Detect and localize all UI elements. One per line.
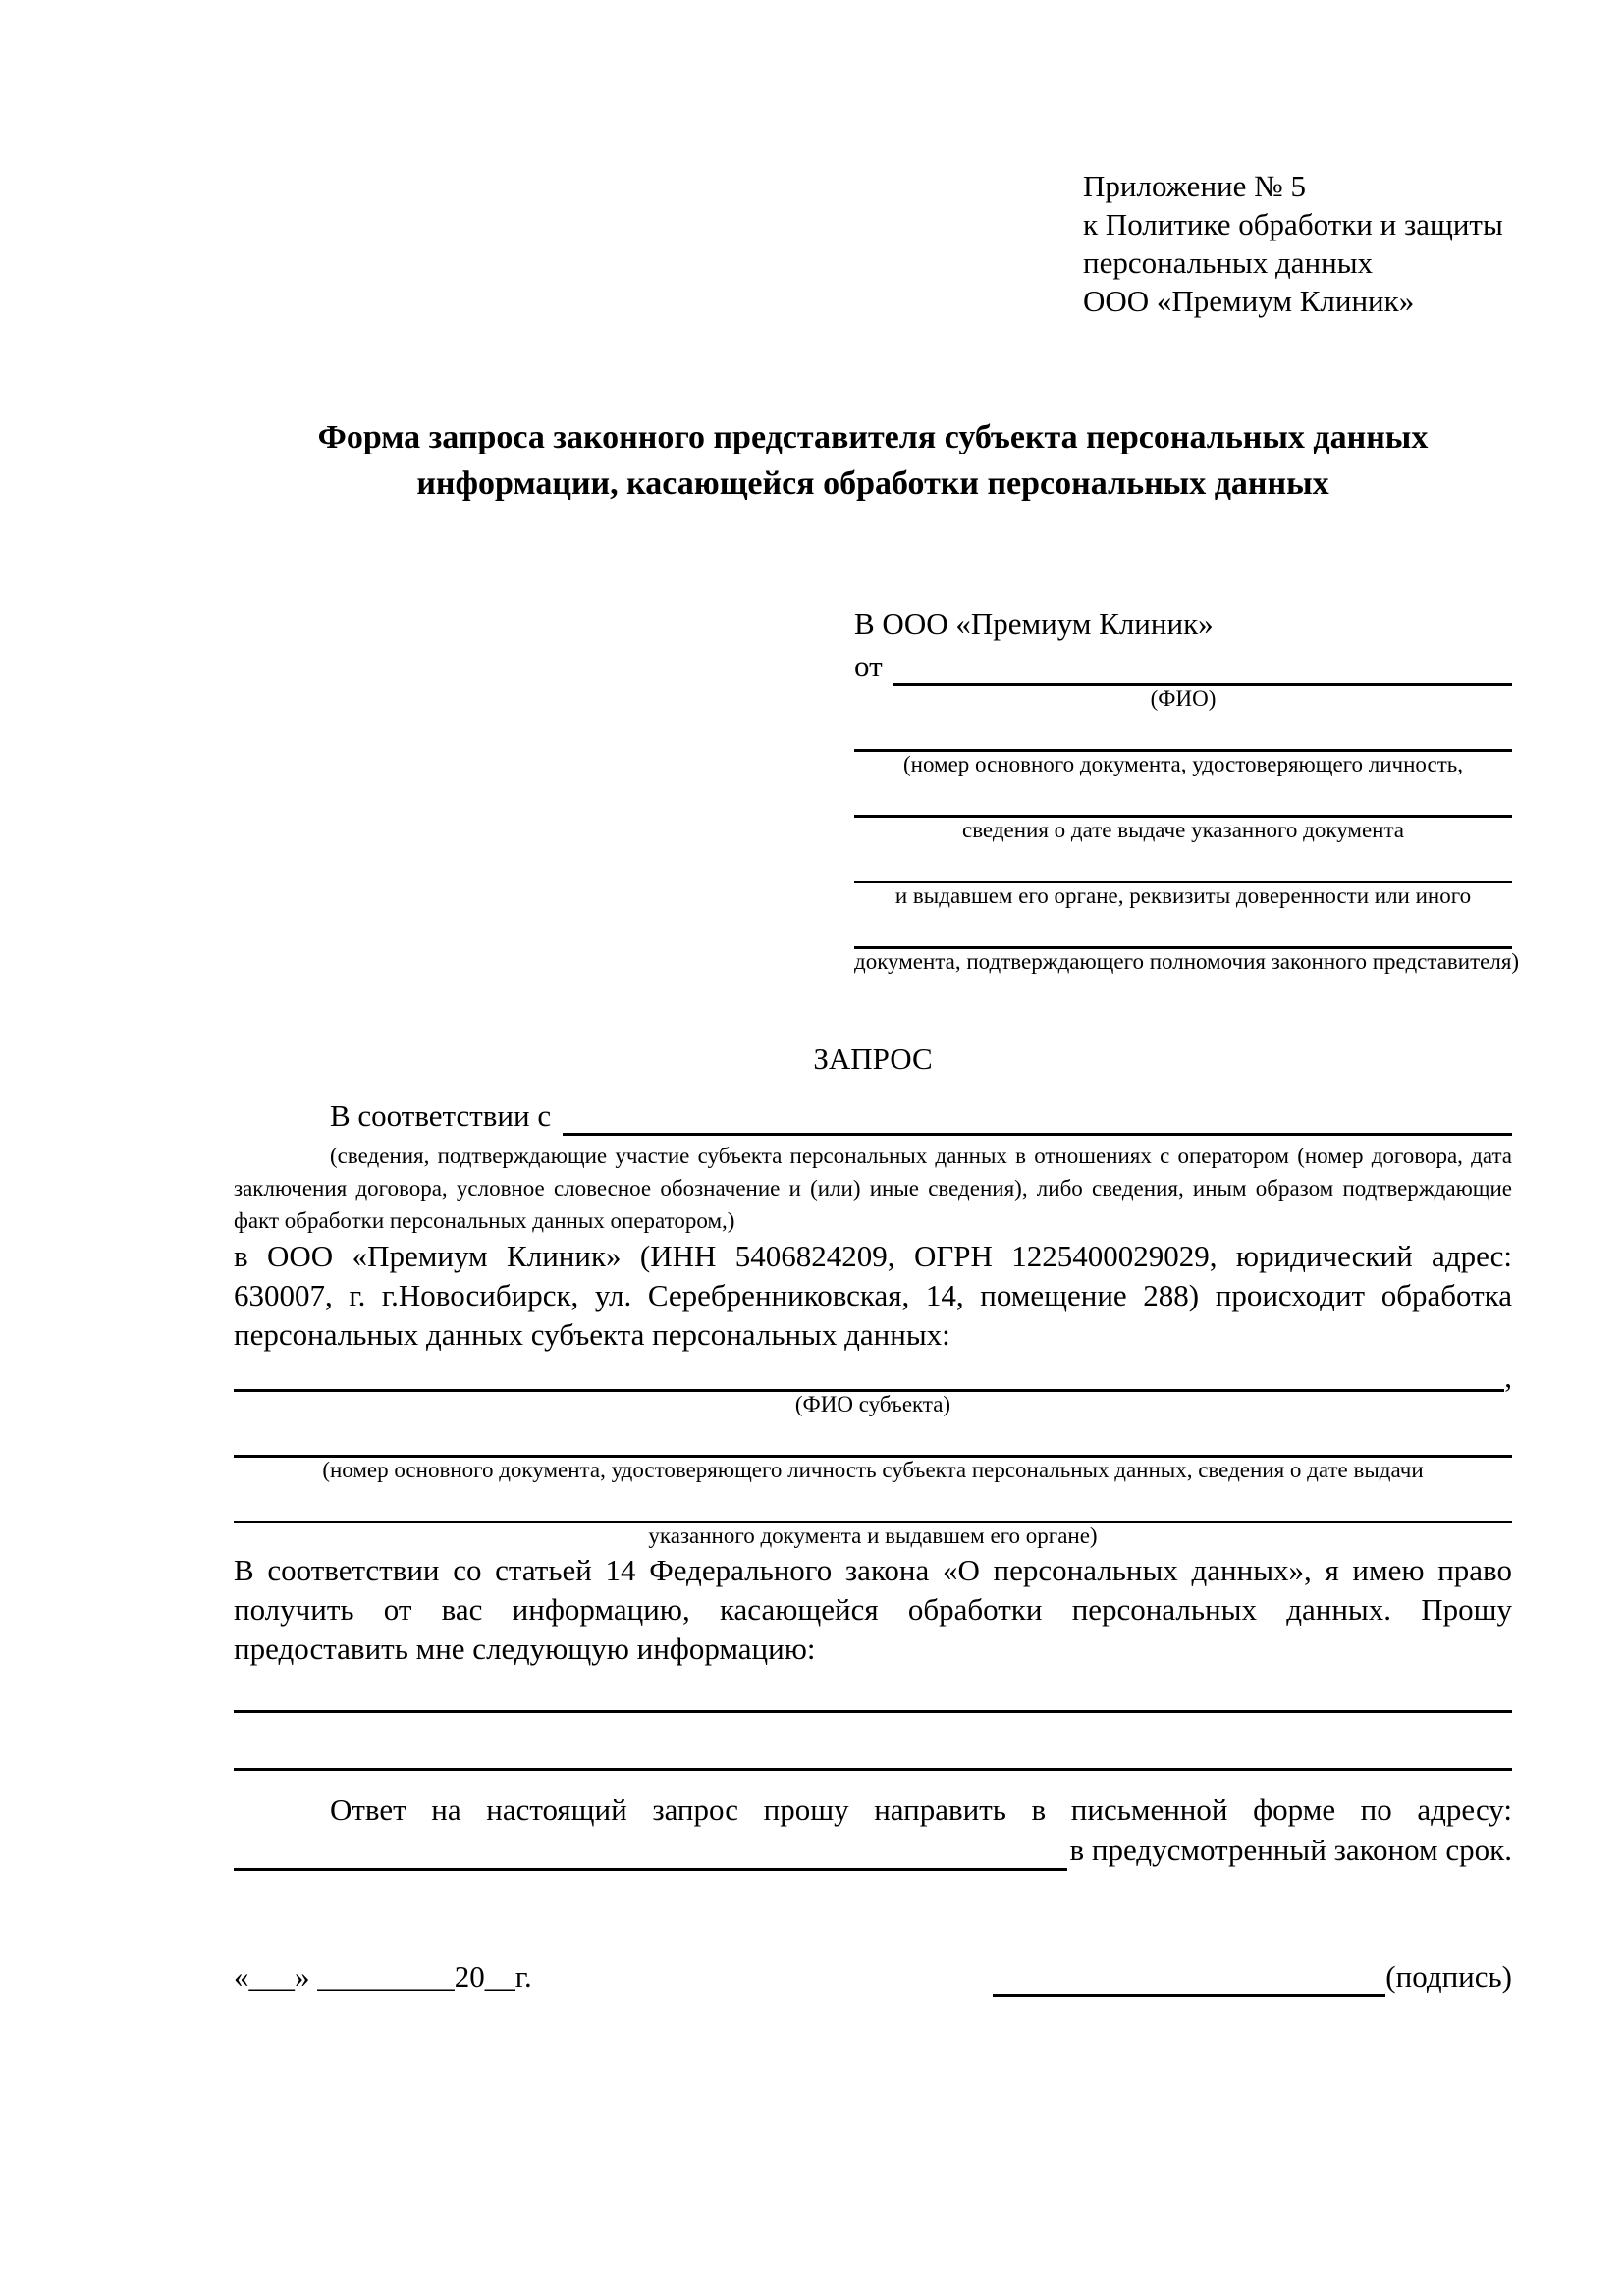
footer-row	[234, 1957, 1512, 1997]
fio-caption: (ФИО)	[1150, 686, 1217, 711]
signature-caption: (подпись)	[1385, 1959, 1512, 1994]
addressee-block	[854, 605, 1520, 975]
reply-tail-text: в предусмотренный законом срок.	[1069, 1833, 1512, 1867]
from-label: от	[854, 649, 883, 683]
subject-doc-caption: (номер основного документа, удостоверяющего личность субъекта персональных данных, сведения о дате выдачи	[322, 1458, 1424, 1482]
subject-fio-caption: (ФИО субъекта)	[794, 1392, 951, 1416]
annex-line: ООО «Премиум Клиник»	[1083, 284, 1415, 318]
intro-row	[234, 1093, 1512, 1136]
reply-address-line	[234, 1839, 1067, 1871]
from-row	[854, 644, 1512, 686]
annex-line: к Политике обработки и защиты	[1083, 207, 1503, 241]
subject-fio-line	[234, 1369, 1504, 1392]
blank-answer-line	[234, 1669, 1512, 1713]
intro-caption: (сведения, подтверждающие участие субъекта персональных данных в отношениях с оператором (номер договора, дата заключения договора, условное словесное обозначение и (или) иные сведения), либо сведения, иным образом подтверждающие факт обработки персональных данных оператором,)	[234, 1144, 1512, 1233]
from-field-line	[893, 646, 1512, 686]
field-caption: (номер основного документа, удостоверяющего личность,	[902, 752, 1463, 776]
field-caption: сведения о дате выдаче указанного документа	[961, 818, 1405, 842]
reply-paragraph: Ответ на настоящий запрос прошу направить в письменной форме по адресу:	[330, 1792, 1512, 1827]
subject-doc-caption: указанного документа и выдавшем его органе)	[648, 1523, 1098, 1548]
field-line	[854, 712, 1512, 752]
subject-fio-comma: ,	[1504, 1360, 1512, 1394]
organization-line: В ООО «Премиум Клиник»	[854, 607, 1214, 641]
intro-field-line	[563, 1097, 1512, 1136]
request-heading: ЗАПРОС	[813, 1041, 933, 1076]
annex-line: Приложение № 5	[1083, 169, 1306, 203]
signature-group	[993, 1957, 1512, 1997]
field-caption: и выдавшем его органе, реквизиты доверенности или иного	[894, 883, 1472, 908]
annex-line: персональных данных	[1083, 245, 1374, 280]
operator-paragraph: в ООО «Премиум Клиник» (ИНН 5406824209, ОГРН 1225400029029, юридический адрес: 630007, г. г.Новосибирск, ул. Серебренниковская, 14, помещение 288) происходит обработка персональных данных субъекта персональных данных:	[234, 1239, 1512, 1352]
signature-line	[993, 1964, 1385, 1997]
subject-fio-row	[234, 1360, 1512, 1394]
intro-label: В соответствии с	[330, 1098, 552, 1133]
field-line	[854, 777, 1512, 818]
reply-tail-row	[234, 1830, 1512, 1871]
document-title: Форма запроса законного представителя субъекта персональных данных информации, касающейся обработки персональных данных	[317, 419, 1429, 502]
field-line	[854, 843, 1512, 883]
annex-block	[1083, 167, 1512, 320]
law-paragraph: В соответствии со статьей 14 Федерального закона «О персональных данных», я имею право получить от вас информацию, касающейся обработки персональных данных. Прошу предоставить мне следующую информацию:	[234, 1553, 1512, 1666]
blank-answer-line	[234, 1713, 1512, 1771]
field-caption: документа, подтверждающего полномочия законного представителя)	[854, 949, 1520, 974]
subject-doc-line	[234, 1483, 1512, 1523]
field-line	[854, 909, 1512, 949]
subject-doc-line	[234, 1417, 1512, 1458]
date-line: «___» _________20__г.	[234, 1959, 532, 1994]
